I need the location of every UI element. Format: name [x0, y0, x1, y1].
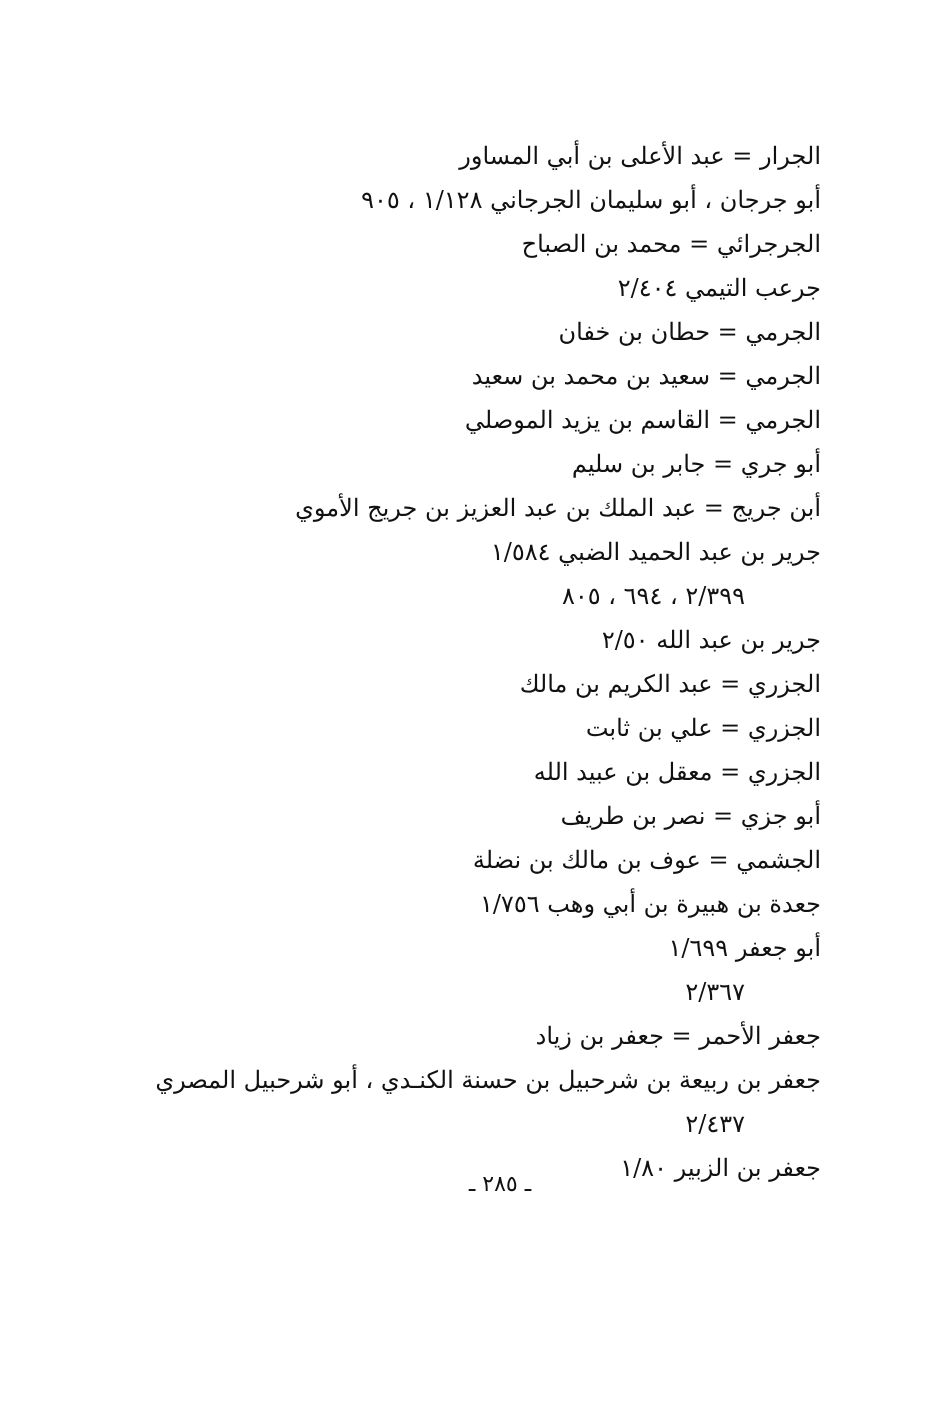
index-entry: أبو جعفر ١/٦٩٩ [668, 934, 821, 962]
index-entry-continuation: ٢/٤٣٧ [685, 1110, 745, 1138]
index-entry: جرعب التيمي ٢/٤٠٤ [617, 274, 821, 302]
index-entry: الجزري = عبد الكريم بن مالك [519, 670, 821, 698]
index-entry: الجشمي = عوف بن مالك بن نضلة [472, 846, 821, 874]
index-entry: الجرار = عبد الأعلى بن أبي المساور [459, 142, 821, 170]
index-list [121, 134, 821, 1190]
index-entry: الجرمي = القاسم بن يزيد الموصلي [464, 406, 821, 434]
index-entry-continuation: ٢/٣٩٩ ، ٦٩٤ ، ٨٠٥ [561, 582, 745, 610]
index-entry: جعفر بن الزبير ١/٨٠ [620, 1154, 821, 1182]
index-entry: جرير بن عبد الله ٢/٥٠ [601, 626, 821, 654]
index-entry: الجرجرائي = محمد بن الصباح [521, 230, 821, 258]
index-entry: الجزري = معقل بن عبيد الله [533, 758, 821, 786]
index-entry: الجرمي = حطان بن خفان [558, 318, 821, 346]
page-number: ـ ٢٨٥ ـ [468, 1172, 532, 1197]
index-entry: جعدة بن هبيرة بن أبي وهب ١/٧٥٦ [479, 890, 821, 918]
index-entry: أبو جزي = نصر بن طريف [560, 802, 821, 830]
index-entry: جعفر الأحمر = جعفر بن زياد [535, 1022, 821, 1050]
index-entry: الجزري = علي بن ثابت [585, 714, 821, 742]
index-entry: أبو جري = جابر بن سليم [571, 450, 821, 478]
index-entry: جرير بن عبد الحميد الضبي ١/٥٨٤ [490, 538, 821, 566]
index-entry-continuation: ٢/٣٦٧ [685, 978, 745, 1006]
index-entry: جعفر بن ربيعة بن شرحبيل بن حسنة الكنـدي ، أبو شرحبيل المصري [155, 1066, 821, 1094]
index-entry: أبن جريج = عبد الملك بن عبد العزيز بن جريج الأموي [295, 494, 821, 522]
index-entry: الجرمي = سعيد بن محمد بن سعيد [471, 362, 821, 390]
index-entry: أبو جرجان ، أبو سليمان الجرجاني ١/١٢٨ ، ٩٠٥ [361, 186, 821, 214]
